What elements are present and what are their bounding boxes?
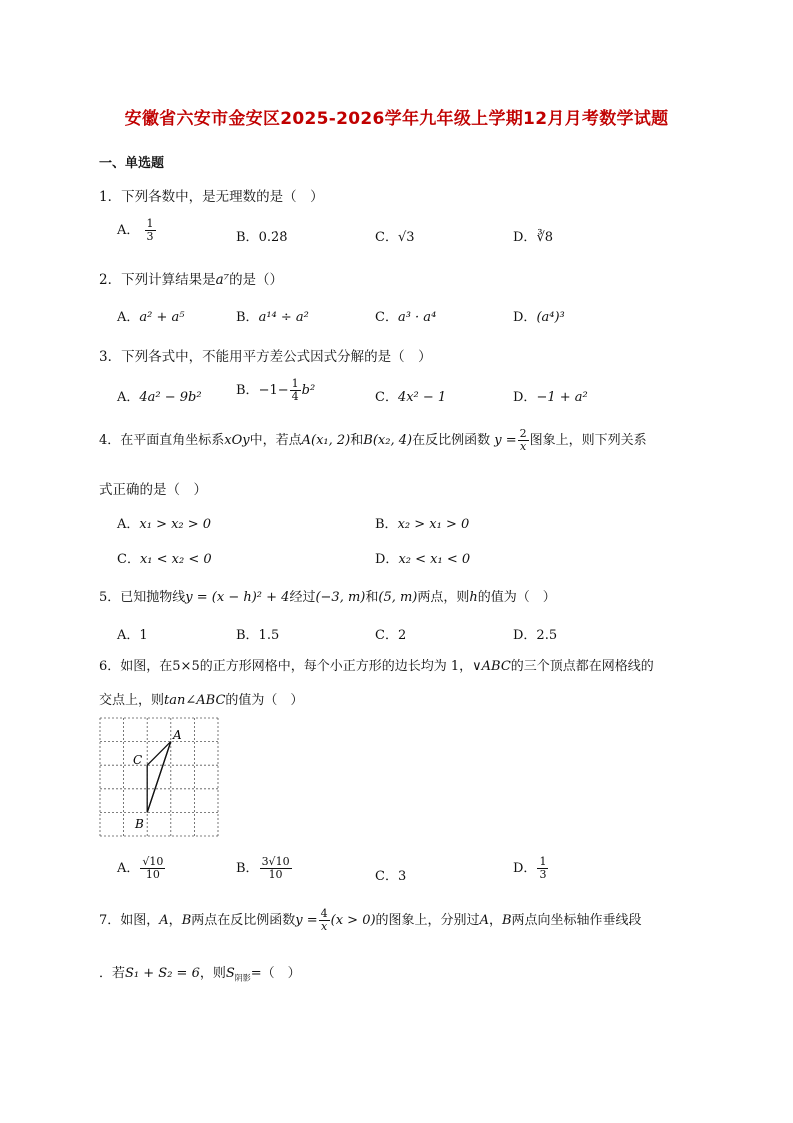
stem-text: ，: [168, 913, 182, 929]
numerator: 3√10: [261, 855, 290, 868]
fraction: [145, 218, 156, 243]
stem-text: 和: [365, 590, 379, 605]
segment-ab: [147, 742, 171, 813]
page-title: 安徽省六安市金安区2025-2026学年九年级上学期12月月考数学试题: [124, 109, 669, 129]
math-expression: y =: [295, 913, 318, 929]
fraction: [319, 908, 330, 933]
question-4-stem-line1: [99, 428, 647, 453]
math-expression: B: [501, 913, 512, 929]
q1-option-c: [375, 226, 415, 245]
grid-figure: [99, 717, 219, 839]
section-heading: 一、单选题: [99, 156, 165, 171]
q3-option-c: [375, 386, 446, 405]
fraction: [537, 856, 548, 881]
option-value: (a⁴)³: [536, 310, 565, 325]
numerator: √10: [142, 855, 164, 868]
denominator: 10: [268, 868, 283, 882]
q5-option-d: D．2.5: [513, 628, 558, 643]
denominator: 10: [145, 868, 160, 882]
stem-text: 的值为（ ）: [225, 693, 304, 708]
fraction: [260, 856, 292, 881]
q3-option-a: [117, 386, 202, 405]
option-value: b²: [301, 383, 316, 399]
option-value: √3: [397, 230, 415, 245]
q5-option-b: B．1.5: [236, 628, 280, 643]
question-7-stem-line1: [99, 908, 642, 933]
math-expression: (x > 0): [330, 913, 376, 929]
q1-option-b: [236, 226, 288, 245]
stem-text: 的值为（ ）: [477, 590, 556, 605]
stem-text: 的三个顶点都在网格线的: [510, 659, 654, 674]
math-expression: y =: [494, 433, 517, 449]
stem-text: 两点在反比例函数: [191, 913, 296, 929]
q1-option-a: [117, 218, 157, 243]
q1-option-d: [513, 226, 553, 245]
option-value: ∛8: [536, 230, 553, 245]
q4-option-b: [375, 513, 469, 532]
q5-option-a: A．1: [117, 628, 148, 643]
option-label: A．: [117, 390, 140, 405]
math-expression: h: [469, 590, 478, 605]
numerator: 1: [291, 377, 299, 390]
option-label: B．: [236, 383, 259, 399]
stem-text: 两点向坐标轴作垂线段: [511, 913, 642, 929]
q2-option-c: [375, 306, 436, 325]
vertex-c-label: C: [133, 753, 143, 767]
stem-text: 两点，则: [417, 590, 470, 605]
math-expression: xOy: [224, 433, 250, 449]
option-label: D．: [513, 861, 537, 877]
numerator: 2: [519, 427, 527, 440]
question-3-stem: 3．下列各式中，不能用平方差公式因式分解的是（ ）: [99, 349, 432, 365]
q4-option-a: [117, 513, 211, 532]
option-value: x₁ > x₂ > 0: [139, 517, 212, 532]
option-value: a³ · a⁴: [397, 310, 437, 325]
math-expression: B(x₂, 4): [363, 433, 413, 449]
denominator: 3: [539, 868, 547, 882]
stem-text: 的图象上，分别过: [375, 913, 480, 929]
math-expression: S₁ + S₂ = 6: [125, 966, 200, 981]
question-7-stem-line2: [99, 962, 301, 984]
math-expression: ∨ABC: [472, 659, 511, 674]
stem-text: 在反比例函数: [412, 433, 491, 449]
option-value: x₁ < x₂ < 0: [139, 552, 212, 567]
math-expression: (−3, m): [315, 590, 366, 605]
stem-text: ，则: [199, 966, 226, 981]
denominator: x: [519, 440, 527, 454]
question-5-stem: [99, 586, 556, 605]
q3-option-d: [513, 386, 588, 405]
option-label: D．: [513, 230, 537, 245]
stem-text: 和: [350, 433, 364, 449]
q3-option-b: [236, 378, 315, 403]
math-expression: a⁷: [215, 272, 230, 288]
math-expression: tan∠ABC: [164, 693, 226, 708]
option-label: C．: [375, 390, 398, 405]
math-expression: A(x₁, 2): [301, 433, 351, 449]
option-value: 4a² − 9b²: [139, 390, 202, 405]
stem-text: ，: [488, 913, 502, 929]
q4-option-d: [375, 548, 470, 567]
option-label: A．: [117, 517, 140, 532]
fraction: [140, 856, 165, 881]
option-label: B．: [236, 310, 259, 325]
question-6-stem-line1: [99, 655, 654, 674]
option-value: a¹⁴ ÷ a²: [258, 310, 309, 325]
option-label: C．: [375, 310, 398, 325]
question-4-stem-line2: 式正确的是（ ）: [99, 482, 207, 498]
q2-option-b: [236, 306, 309, 325]
question-2-stem: [99, 268, 283, 288]
option-value: x₂ < x₁ < 0: [398, 552, 471, 567]
option-label: A．: [117, 223, 140, 239]
stem-text: 7．如图，: [99, 913, 160, 929]
math-subscript: 阴影: [234, 973, 251, 983]
numerator: 1: [146, 217, 154, 230]
option-label: D．: [513, 390, 537, 405]
stem-text: 图象上，则下列关系: [529, 433, 647, 449]
option-value: −1−: [258, 383, 289, 399]
fraction: [518, 428, 529, 453]
math-expression: A: [479, 913, 489, 929]
option-label: C．: [117, 552, 140, 567]
option-value: a² + a⁵: [139, 310, 185, 325]
stem-text: 的是（）: [229, 272, 284, 288]
stem-text: 2．下列计算结果是: [99, 272, 216, 288]
option-label: B．: [236, 861, 259, 877]
option-label: B．: [375, 517, 398, 532]
denominator: 4: [291, 390, 299, 404]
vertex-b-label: B: [135, 817, 144, 831]
math-expression: y = (x − h)² + 4: [185, 590, 290, 605]
stem-text: 6．如图，在: [99, 659, 173, 674]
stem-text: 4．在平面直角坐标系: [99, 433, 225, 449]
math-expression: A: [159, 913, 169, 929]
option-label: D．: [513, 310, 537, 325]
option-label: D．: [375, 552, 399, 567]
option-label: A．: [117, 310, 140, 325]
q6-option-c: C．3: [375, 869, 407, 884]
q5-option-c: C．2: [375, 628, 407, 643]
option-label: B．: [236, 230, 259, 245]
q6-option-a: [117, 856, 166, 881]
math-expression: 5×5: [172, 659, 200, 674]
q2-option-a: [117, 306, 184, 325]
math-expression: B: [181, 913, 192, 929]
q2-option-d: [513, 306, 565, 325]
option-value: 0.2̇8̇: [258, 230, 288, 245]
option-label: C．: [375, 230, 398, 245]
option-value: −1 + a²: [536, 390, 588, 405]
question-1-stem: 1．下列各数中，是无理数的是（ ）: [99, 189, 324, 205]
q6-option-d: [513, 856, 549, 881]
vertex-a-label: A: [173, 728, 182, 742]
fraction: [290, 378, 301, 403]
q4-option-c: [117, 548, 212, 567]
stem-text: 中，若点: [249, 433, 302, 449]
denominator: x: [321, 920, 328, 934]
stem-text: 的正方形网格中，每个小正方形的边长均为 1，: [199, 659, 473, 674]
stem-text: =（ ）: [250, 966, 301, 981]
numerator: 4: [320, 907, 328, 920]
option-value: x₂ > x₁ > 0: [397, 517, 470, 532]
q6-option-b: [236, 856, 293, 881]
numerator: 1: [539, 855, 547, 868]
stem-text: 5．已知抛物线: [99, 590, 186, 605]
math-expression: S: [225, 966, 235, 981]
stem-text: ．若: [99, 966, 126, 981]
option-label: A．: [117, 861, 140, 877]
stem-text: 经过: [289, 590, 316, 605]
math-expression: (5, m): [378, 590, 418, 605]
denominator: 3: [146, 230, 154, 244]
option-value: 4x² − 1: [397, 390, 447, 405]
question-6-stem-line2: [99, 689, 303, 708]
stem-text: 交点上，则: [99, 693, 165, 708]
